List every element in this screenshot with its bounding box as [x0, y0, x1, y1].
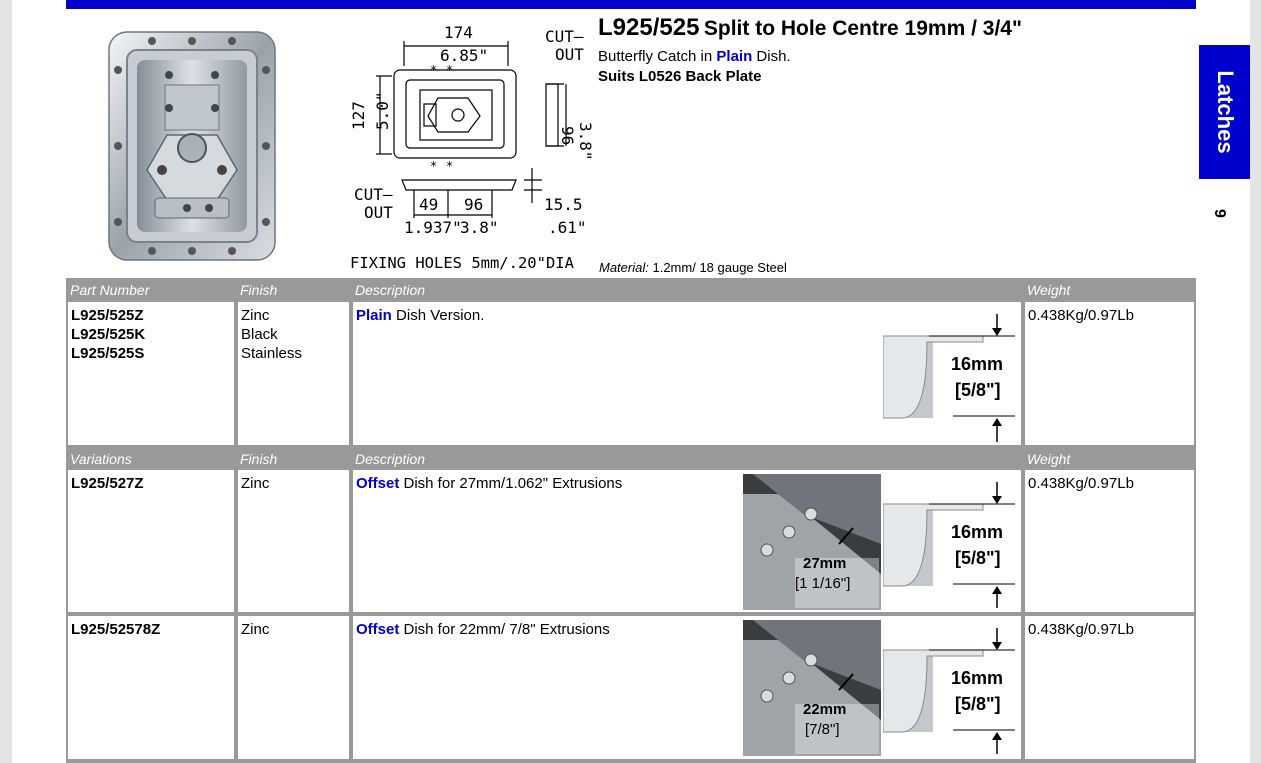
dim-96-vertical: 96	[558, 126, 577, 146]
dish-depth-thumbnail	[883, 306, 1019, 444]
part-number: L925/525Z	[71, 307, 144, 324]
row2-part-number: L925/527Z	[68, 470, 234, 612]
desc-keyword: Offset	[356, 475, 400, 492]
finish-value: Stainless	[241, 345, 302, 362]
depth-mm-label: 16mm	[951, 668, 1004, 688]
latch-photo	[107, 30, 277, 262]
material-note	[599, 260, 787, 275]
dimension-drawing	[334, 18, 600, 274]
row2-description	[353, 470, 1021, 612]
dim-61: .61"	[548, 218, 587, 237]
dim-174: 174	[444, 23, 473, 42]
row2-finish: Zinc	[238, 470, 349, 612]
row1-finishes	[238, 302, 349, 445]
row1-part-numbers	[68, 302, 234, 445]
header-finish: Finish	[240, 282, 278, 298]
dim-49: 49	[419, 195, 439, 214]
extrusion-thumbnail-22mm	[743, 620, 881, 756]
header-weight: Weight	[1027, 282, 1071, 298]
desc-prefix: Butterfly Catch in	[598, 48, 713, 65]
material-value: 1.2mm/ 18 gauge Steel	[652, 260, 787, 275]
asterisk-bottom-left: *	[430, 159, 438, 173]
finish-value: Zinc	[241, 307, 270, 324]
extrusion-in-label: [1 1/16"]	[795, 575, 851, 592]
depth-in-label: [5/8"]	[955, 548, 1001, 568]
section-tab-label: Latches	[1213, 70, 1238, 154]
header-variations: Variations	[70, 451, 132, 467]
depth-in-label: [5/8"]	[955, 694, 1001, 714]
header-description-2: Description	[355, 451, 426, 467]
asterisk-bottom-right: *	[446, 159, 454, 173]
top-banner-bar	[66, 0, 1196, 9]
desc-keyword: Plain	[356, 307, 392, 324]
section-tab-latches[interactable]	[1199, 45, 1250, 179]
extrusion-mm-label: 27mm	[803, 555, 847, 572]
header-description: Description	[355, 282, 426, 298]
part-number: L925/525S	[71, 345, 145, 362]
desc-text: Dish Version.	[391, 307, 485, 324]
dim-38-vertical: 3.8"	[576, 122, 595, 161]
header-finish-2: Finish	[240, 451, 278, 467]
asterisk-top-right: *	[446, 63, 454, 77]
row2-weight: 0.438Kg/0.97Lb	[1025, 470, 1194, 612]
product-title	[598, 14, 1022, 42]
finish-value: Black	[241, 326, 278, 343]
depth-mm-label: 16mm	[951, 522, 1004, 542]
dim-155: 15.5	[544, 195, 583, 214]
cutout-top-line2: OUT	[555, 45, 584, 64]
row3-finish: Zinc	[238, 616, 349, 759]
cutout-bottom-line1: CUT–	[354, 185, 393, 204]
desc-text: Dish for 22mm/ 7/8" Extrusions	[399, 621, 610, 638]
parts-table	[66, 278, 1196, 763]
header-part-number: Part Number	[70, 282, 150, 298]
depth-in-label: [5/8"]	[955, 380, 1001, 400]
desc-text: Dish for 27mm/1.062" Extrusions	[399, 475, 623, 492]
row1-weight: 0.438Kg/0.97Lb	[1025, 302, 1194, 445]
asterisk-top-left: *	[430, 63, 438, 77]
desc-suffix: Dish.	[756, 48, 791, 65]
dim-685: 6.85"	[440, 46, 489, 65]
dish-depth-thumbnail	[883, 474, 1019, 610]
product-code: L925/525	[598, 14, 700, 41]
desc-highlight: Plain	[716, 48, 753, 65]
dim-38-horizontal: 3.8"	[460, 218, 499, 237]
part-number: L925/525K	[71, 326, 146, 343]
row3-description	[353, 616, 1021, 759]
extrusion-mm-label: 22mm	[803, 701, 847, 718]
extrusion-in-label: [7/8"]	[805, 721, 840, 738]
dim-96-horizontal: 96	[464, 195, 484, 214]
dim-50: 5.0"	[373, 91, 392, 130]
row3-part-number: L925/52578Z	[68, 616, 234, 759]
header-weight-2: Weight	[1027, 451, 1071, 467]
dim-127: 127	[349, 101, 368, 130]
material-label: Material:	[599, 260, 649, 275]
cutout-top-line1: CUT–	[545, 27, 584, 46]
catalogue-page	[12, 0, 1250, 763]
cutout-bottom-line2: OUT	[364, 203, 393, 222]
dim-1937: 1.937"	[404, 218, 462, 237]
product-description	[598, 48, 791, 65]
suits-backplate: Suits L0526 Back Plate	[598, 68, 762, 85]
extrusion-thumbnail-27mm	[743, 474, 881, 610]
dish-depth-thumbnail	[883, 620, 1019, 756]
depth-mm-label: 16mm	[951, 354, 1004, 374]
row1-description	[353, 302, 1021, 445]
desc-keyword: Offset	[356, 621, 400, 638]
product-title-rest: Split to Hole Centre 19mm / 3/4"	[703, 17, 1022, 40]
row3-weight: 0.438Kg/0.97Lb	[1025, 616, 1194, 759]
fixing-holes-note: FIXING HOLES 5mm/.20"DIA	[350, 254, 574, 272]
page-number: 9	[1211, 209, 1228, 218]
